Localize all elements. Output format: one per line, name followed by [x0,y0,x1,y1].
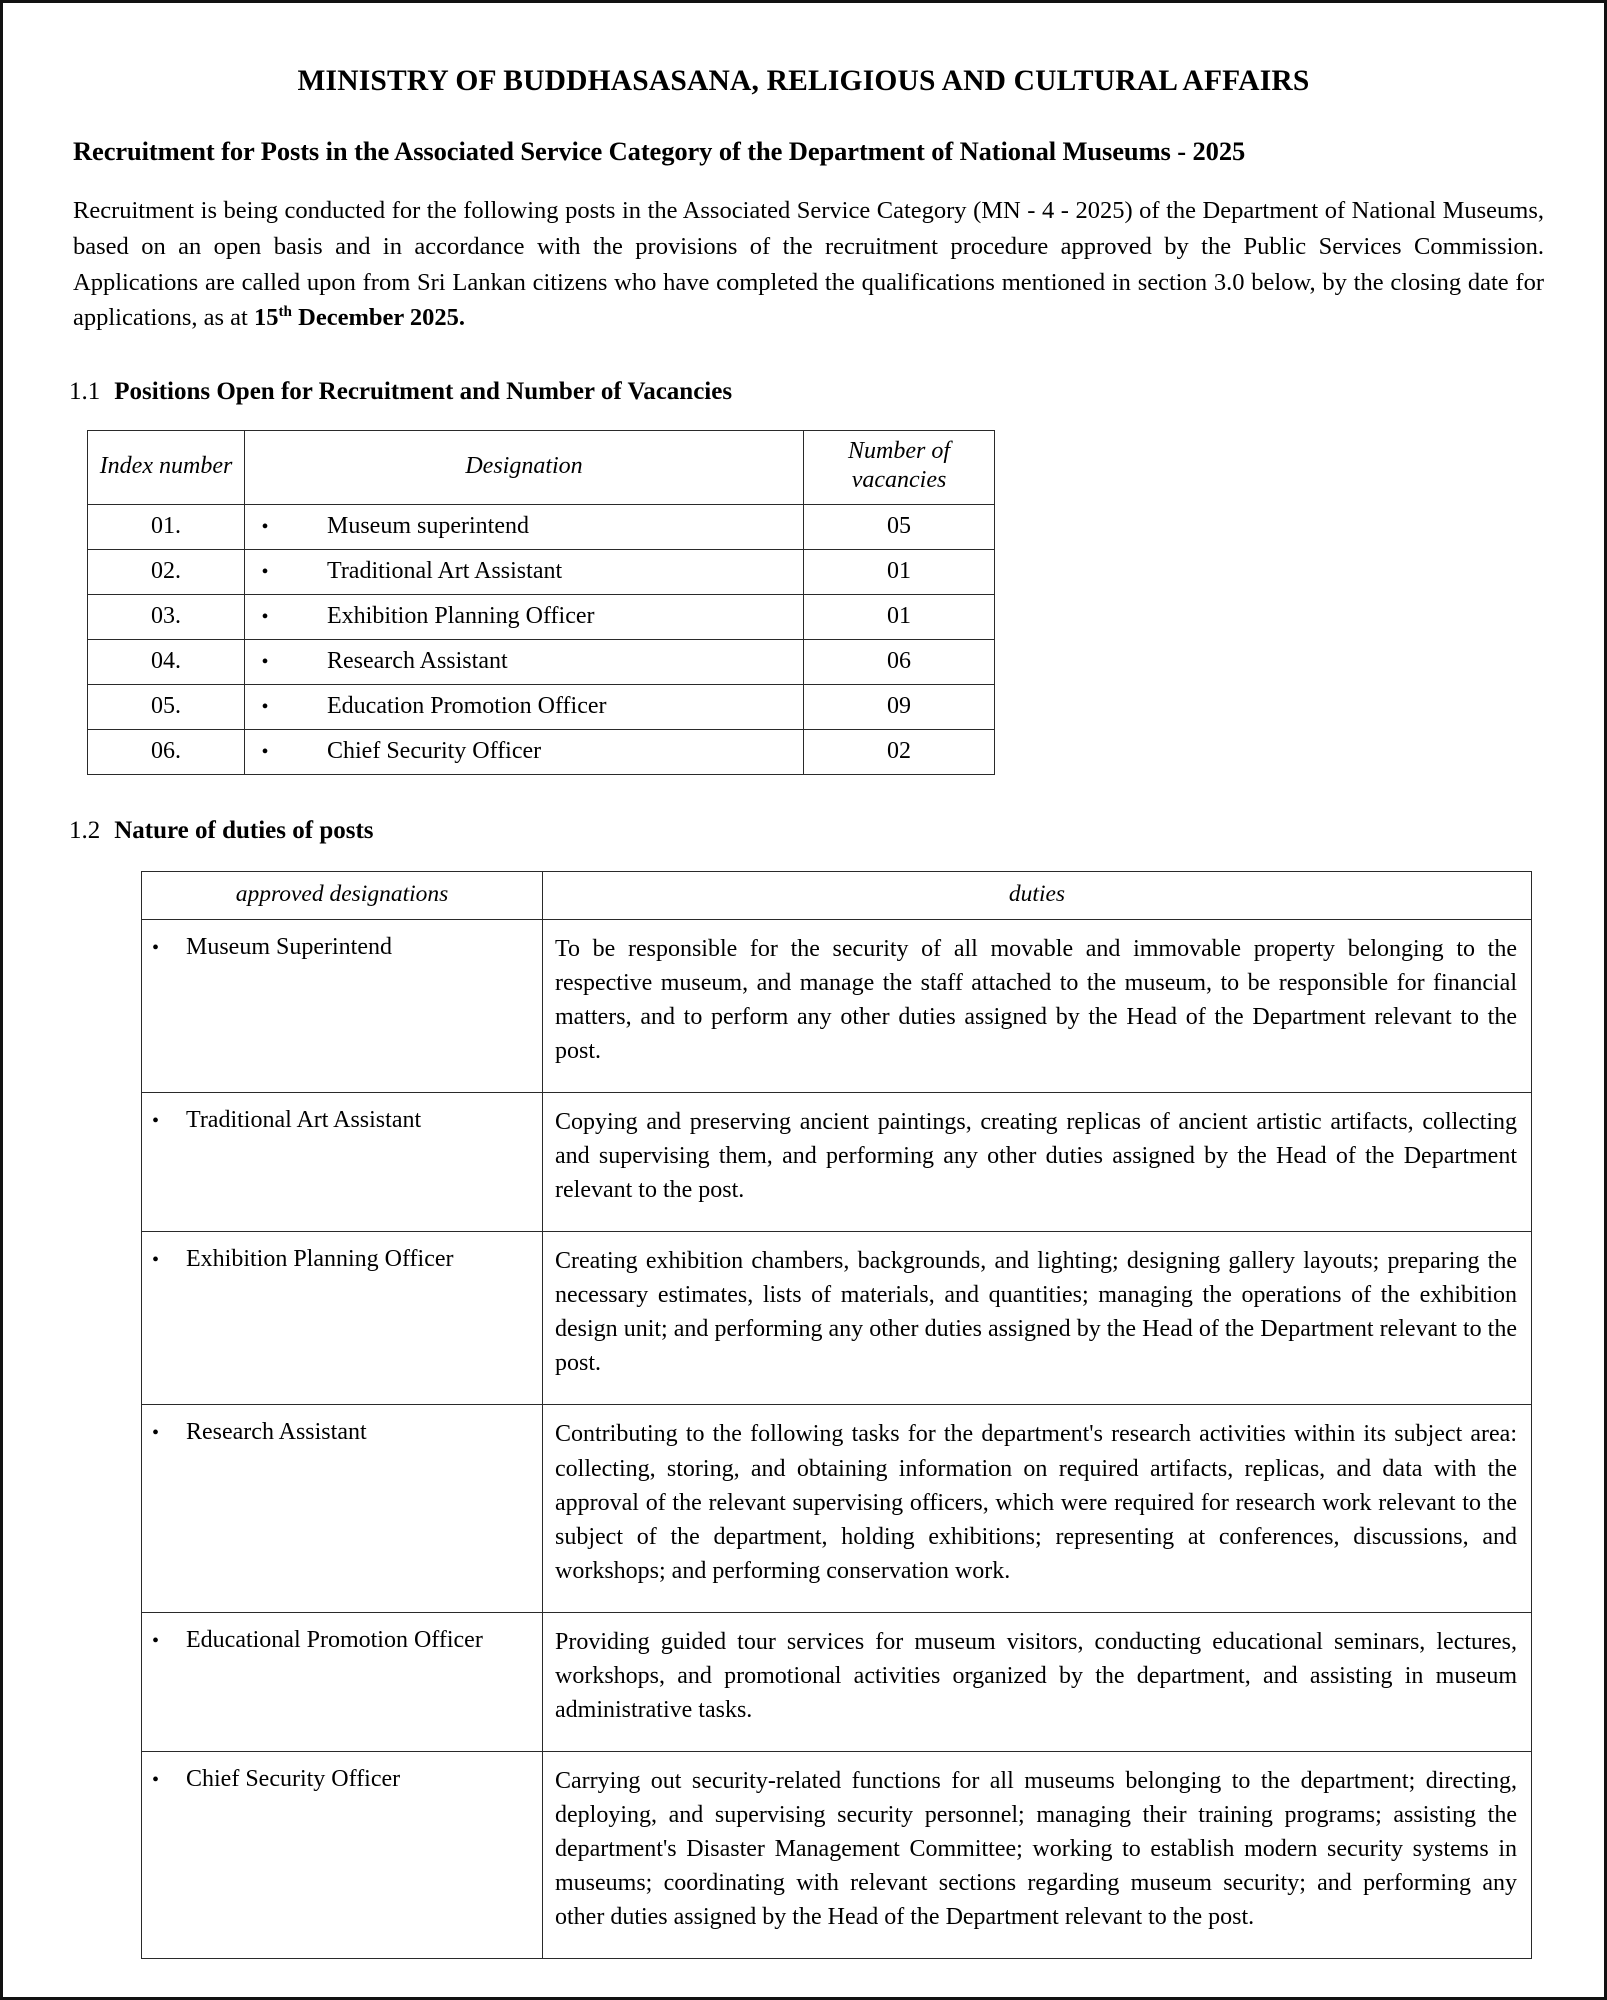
vacancies-table [87,430,995,775]
duties-table [141,871,1532,1960]
table-row [88,639,995,684]
closing-date [254,304,465,331]
cell-designation [245,549,804,594]
bullet-icon: • [261,606,269,629]
page-title: MINISTRY OF BUDDHASASANA, RELIGIOUS AND CULTURAL AFFAIRS [297,65,1310,97]
cell-vacancies: 06 [804,639,995,684]
column-header-designation: Designation [245,431,804,505]
designation-label: Museum superintend [327,513,529,540]
section-title: Nature of duties of posts [114,816,374,844]
bullet-icon: • [261,561,269,584]
cell-duties: Providing guided tour services for museum visitors, conducting educational seminars, lectures, workshops, and promotional activities organized by the department, and assisting in museum administrative tasks. [543,1612,1532,1751]
intro-text: Recruitment is being conducted for the following posts in the Associated Service Category (MN - 4 - 2025) of the Department of National Museums, based on an open basis and in accordance with the provisions of the recruitment procedure approved by the Public Services Commission. Applications are called upon from Sri Lankan citizens who have completed the qualifications mentioned in section 3.0 below, by the closing date for applications, as at [73,197,1544,332]
bullet-icon: • [261,696,269,719]
section-number: 1.1 [69,378,101,406]
cell-vacancies: 01 [804,594,995,639]
closing-date-ordinal: th [278,303,292,321]
duties-table-wrapper [55,871,1552,1960]
designation-label: Exhibition Planning Officer [327,603,595,630]
cell-index-number: 06. [88,729,245,774]
bullet-icon: • [152,1109,160,1132]
cell-index-number: 03. [88,594,245,639]
vacancies-table-wrapper [55,430,1552,775]
cell-index-number: 04. [88,639,245,684]
cell-duties: Copying and preserving ancient paintings, creating replicas of ancient artistic artifacts, collecting and supervising them, and performing any other duties assigned by the Head of the Department relevant to the post. [543,1092,1532,1231]
cell-index-number: 01. [88,504,245,549]
table-row [142,1092,1532,1231]
table-row [88,729,995,774]
column-header-vacancies: Number of vacancies [804,431,995,505]
section-title: Positions Open for Recruitment and Number of Vacancies [114,378,733,406]
cell-duties: Creating exhibition chambers, backgrounds, and lighting; designing gallery layouts; preparing the necessary estimates, lists of materials, and quantities; managing the operations of the exhibition design unit; and performing any other duties assigned by the Head of the Department relevant to the post. [543,1232,1532,1405]
bullet-icon: • [152,936,160,959]
designation-label: Chief Security Officer [186,1766,401,1793]
designation-label: Chief Security Officer [327,738,542,765]
closing-date-rest: December 2025. [292,304,466,332]
document-subtitle: Recruitment for Posts in the Associated Service Category of the Department of National Museums - 2025 [73,136,1246,166]
bullet-icon: • [152,1249,160,1272]
table-header-row [142,871,1532,919]
closing-date-day: 15 [253,304,279,332]
column-header-duties: duties [543,871,1532,919]
cell-designation [245,684,804,729]
section-heading-1-1 [55,378,1552,406]
column-header-index-number: Index number [88,431,245,505]
designation-label: Research Assistant [327,648,508,675]
cell-duties: Contributing to the following tasks for the department's research activities within its subject area: collecting, storing, and obtaining information on required artifacts, replicas, and data with the approval of the relevant supervising officers, which were required for research work relevant to the subject of the department, holding exhibitions; representing at conferences, discussions, and workshops; and performing conservation work. [543,1405,1532,1612]
cell-approved-designation [142,919,543,1092]
cell-duties: To be responsible for the security of all movable and immovable property belonging to the respective museum, and manage the staff attached to the museum, to be responsible for financial matters, and to perform any other duties assigned by the Head of the Department relevant to the post. [543,919,1532,1092]
bullet-icon: • [152,1769,160,1792]
column-header-approved-designations: approved designations [142,871,543,919]
cell-approved-designation [142,1232,543,1405]
cell-designation [245,639,804,684]
designation-label: Museum Superintend [186,933,392,960]
cell-vacancies: 05 [804,504,995,549]
table-row [142,1752,1532,1959]
bullet-icon: • [261,741,269,764]
bullet-icon: • [261,651,269,674]
section-heading-1-2 [55,817,1552,845]
designation-label: Traditional Art Assistant [327,558,563,585]
cell-approved-designation [142,1405,543,1612]
table-row [88,504,995,549]
cell-designation [245,504,804,549]
cell-approved-designation [142,1752,543,1959]
bullet-icon: • [261,516,269,539]
cell-vacancies: 09 [804,684,995,729]
designation-label: Research Assistant [186,1419,367,1446]
table-row [142,1405,1532,1612]
cell-designation [245,729,804,774]
bullet-icon: • [152,1629,160,1652]
bullet-icon: • [152,1422,160,1445]
designation-label: Exhibition Planning Officer [186,1246,454,1273]
table-row [88,684,995,729]
table-row [142,1232,1532,1405]
cell-duties: Carrying out security-related functions for all museums belonging to the department; directing, deploying, and supervising security personnel; managing their training programs; assisting the department's Disaster Management Committee; working to establish modern security systems in museums; coordinating with relevant sections regarding museum security; and performing any other duties assigned by the Head of the Department relevant to the post. [543,1752,1532,1959]
cell-designation [245,594,804,639]
table-row [88,594,995,639]
intro-paragraph [55,193,1552,336]
designation-label: Educational Promotion Officer [186,1626,483,1653]
cell-vacancies: 01 [804,549,995,594]
table-row [142,919,1532,1092]
section-number: 1.2 [69,816,101,844]
table-row [142,1612,1532,1751]
cell-approved-designation [142,1092,543,1231]
designation-label: Education Promotion Officer [327,693,607,720]
cell-approved-designation [142,1612,543,1751]
table-row [88,549,995,594]
cell-index-number: 02. [88,549,245,594]
table-header-row [88,431,995,505]
cell-vacancies: 02 [804,729,995,774]
designation-label: Traditional Art Assistant [186,1106,422,1133]
cell-index-number: 05. [88,684,245,729]
